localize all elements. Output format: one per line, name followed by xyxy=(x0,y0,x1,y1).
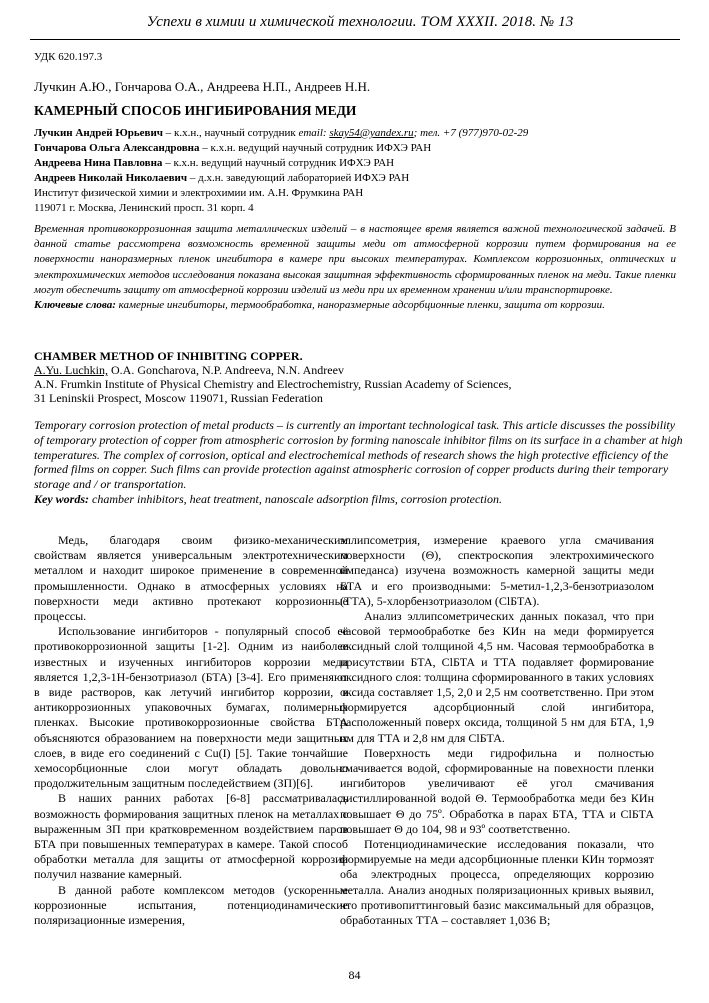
body-paragraph: Потенциодинамические исследования показали, что формируемые на меди адсорбционные пленки КИн тормозят оба электродных процесса, определяющих коррозию металла. Анализ анодных поляризационных кривых выявил, что противопиттинговый базис максимальный для образцов, обработанных ТТА – составляет 1,036 В; xyxy=(340,837,654,928)
author-name: Андреева Нина Павловна xyxy=(34,157,163,169)
article-title-ru: КАМЕРНЫЙ СПОСОБ ИНГИБИРОВАНИЯ МЕДИ xyxy=(34,103,357,118)
affiliation-line xyxy=(34,126,684,141)
author-affiliations-ru xyxy=(34,126,684,216)
author-name: Андреев Николай Николаевич xyxy=(34,172,188,184)
abstract-ru-text: Временная противокоррозионная защита металлических изделий – в настоящее время является важной технологической задачей. В данной статье рассмотрена возможность временной защиты меди от атмосферной коррозии путем формирования на ее поверхности наноразмерных пленок ингибитора в камере при высоких температурах. Комплексом коррозионных, оптических и электрохимических методов исследования показана высокая защитная эффективность сформированных пленок на меди. Такие пленки могут обеспечить защиту от атмосферной коррозии изделий из меди при их временном хранении и/или транспортировке. xyxy=(34,223,676,296)
lead-author-en: A.Yu. Luchkin, xyxy=(34,363,108,377)
affiliation-line xyxy=(34,171,684,186)
udk-code: УДК 620.197.3 xyxy=(34,51,103,63)
running-header: Успехи в химии и химической технологии. ТОМ XXXII. 2018. № 13 xyxy=(146,14,574,30)
institute-ru: Институт физической химии и электрохимии им. А.Н. Фрумкина РАН xyxy=(34,187,364,199)
email-link[interactable]: skay54@yandex.ru xyxy=(329,127,414,139)
author-description: – к.х.н., научный сотрудник xyxy=(163,127,299,139)
page-number: 84 xyxy=(348,968,361,982)
affiliation-en xyxy=(34,377,684,405)
header-rule xyxy=(30,39,680,40)
abstract-en-text: Temporary corrosion protection of metal products – is currently an important technological task. This article discusses the possibility of temporary protection of copper from atmospheric corrosion by forming nanoscale inhibitor films on its surface in a chamber at high temperatures. The complex of corrosion, optical and electrochemical methods of research shows the high protective efficiency of the formed films on copper. Such films can provide protection against atmospheric corrosion of copper products during their temporary storage and / or transportation. xyxy=(34,418,683,492)
affiliation-line xyxy=(34,141,684,156)
keywords-en: chamber inhibitors, heat treatment, nanoscale adsorption films, corrosion protection. xyxy=(89,491,502,506)
body-paragraph: В данной работе комплексом методов (ускоренные коррозионные испытания, потенциодинамические поляризационные измерения, xyxy=(34,882,348,928)
author-name: Лучкин Андрей Юрьевич xyxy=(34,127,164,139)
authors-ru: Лучкин А.Ю., Гончарова О.А., Андреева Н.П., Андреев Н.Н. xyxy=(34,79,371,94)
body-paragraph: Поверхность меди гидрофильна и полностью смачивается водой, сформированные на повехности пленки ингибиторов увеличивают её угол смачивания дистиллированной водой Θ. Термообработка меди без КИн повышает Θ до 75º. Обработка в парах БТА, ТТА и ClБТА повышает Θ до 104, 98 и 93º соответственно. xyxy=(340,745,654,836)
author-description: – к.х.н. ведущий научный сотрудник ИФХЭ РАН xyxy=(162,157,395,169)
article-title-en: CHAMBER METHOD OF INHIBITING COPPER. xyxy=(34,349,303,363)
keywords-en-label: Key words: xyxy=(34,491,89,506)
body-paragraph: Медь, благодаря своим физико-механическим свойствам является универсальным электротехническим металлом и находит широкое применение в современной промышленности. Однако в атмосферных условиях на поверхности меди активно протекают коррозионные процессы. xyxy=(34,533,348,624)
keywords-ru: камерные ингибиторы, термообработка, наноразмерные адсорбционные пленки, защита от коррозии. xyxy=(115,299,605,312)
author-description: – к.х.н. ведущий научный сотрудник ИФХЭ РАН xyxy=(199,142,432,154)
authors-en xyxy=(34,363,344,377)
abstract-ru xyxy=(34,222,676,313)
keywords-ru-label: Ключевые слова: xyxy=(34,299,116,312)
body-paragraph: В наших ранних работах [6-8] рассматривалась возможность формирования защитных пленок на металлах с выраженным ЗП при кратковременном воздействием паров БТА при повышенных температурах в камере. Такой способ обработки металла для защиты от атмосферной коррозии получил название камерный. xyxy=(34,791,348,882)
author-description: – д.х.н. заведующий лабораторией ИФХЭ РАН xyxy=(187,172,410,184)
email-label: email: xyxy=(298,127,330,139)
body-column-left xyxy=(34,533,348,928)
affiliation-line xyxy=(34,156,684,171)
author-name: Гончарова Ольга Александровна xyxy=(34,142,200,154)
body-column-right xyxy=(340,533,654,928)
phone-text: ; тел. +7 (977)970-02-29 xyxy=(413,127,529,139)
body-paragraph: эллипсометрия, измерение краевого угла смачивания поверхности (Θ), спектроскопия электрохимического импеданса) изучена возможность камерной защиты меди БТА и его производными: 5-метил-1,2,3-бензотриазолом (ТТА), 5-хлорбензотриазолом (ClБТА). xyxy=(340,533,654,608)
affiliation-en-line-2: 31 Leninskii Prospect, Moscow 119071, Russian Federation xyxy=(34,391,323,405)
coauthors-en: O.A. Goncharova, N.P. Andreeva, N.N. Andreev xyxy=(108,363,344,377)
body-paragraph: Анализ эллипсометрических данных показал, что при часовой термообработке без КИн на меди формируется оксидный слой толщиной 4,5 нм. Часовая термообработка в присутствии БТА, ClБТА и ТТА подавляет формирование оксидного слоя: толщина сформированного в таких условиях оксида составляет 1,5, 2,0 и 2,5 нм соответственно. При этом формируется адсорбционный слой ингибитора, расположенный поверх оксида, толщиной 5 нм для БТА, 1,9 нм для ТТА и 2,8 нм для ClБТА. xyxy=(340,609,654,745)
affiliation-en-line-1: A.N. Frumkin Institute of Physical Chemistry and Electrochemistry, Russian Academy of Sciences, xyxy=(34,377,512,391)
abstract-en xyxy=(34,418,684,507)
address-ru: 119071 г. Москва, Ленинский просп. 31 корп. 4 xyxy=(34,202,254,214)
body-paragraph: Использование ингибиторов - популярный способ её противокоррозионной защиты [1-2]. Одним из наиболее известных и изученных ингибиторов коррозии меди является 1,2,3-1Н-бензотриазол (БТА) [3-4]. Его применяют в виде растворов, как летучий ингибитор коррозии, в антикоррозионных упаковочных бумагах, полимерных пленках. Высокие противокоррозионные свойства БТА объясняются образованием на поверхности меди защитных слоев, в виде его соединений с Cu(I) [5]. Такие тончайшие хемосорбционные слои могут обладать довольно продолжительным защитным последействием (ЗП)[6]. xyxy=(34,624,348,791)
